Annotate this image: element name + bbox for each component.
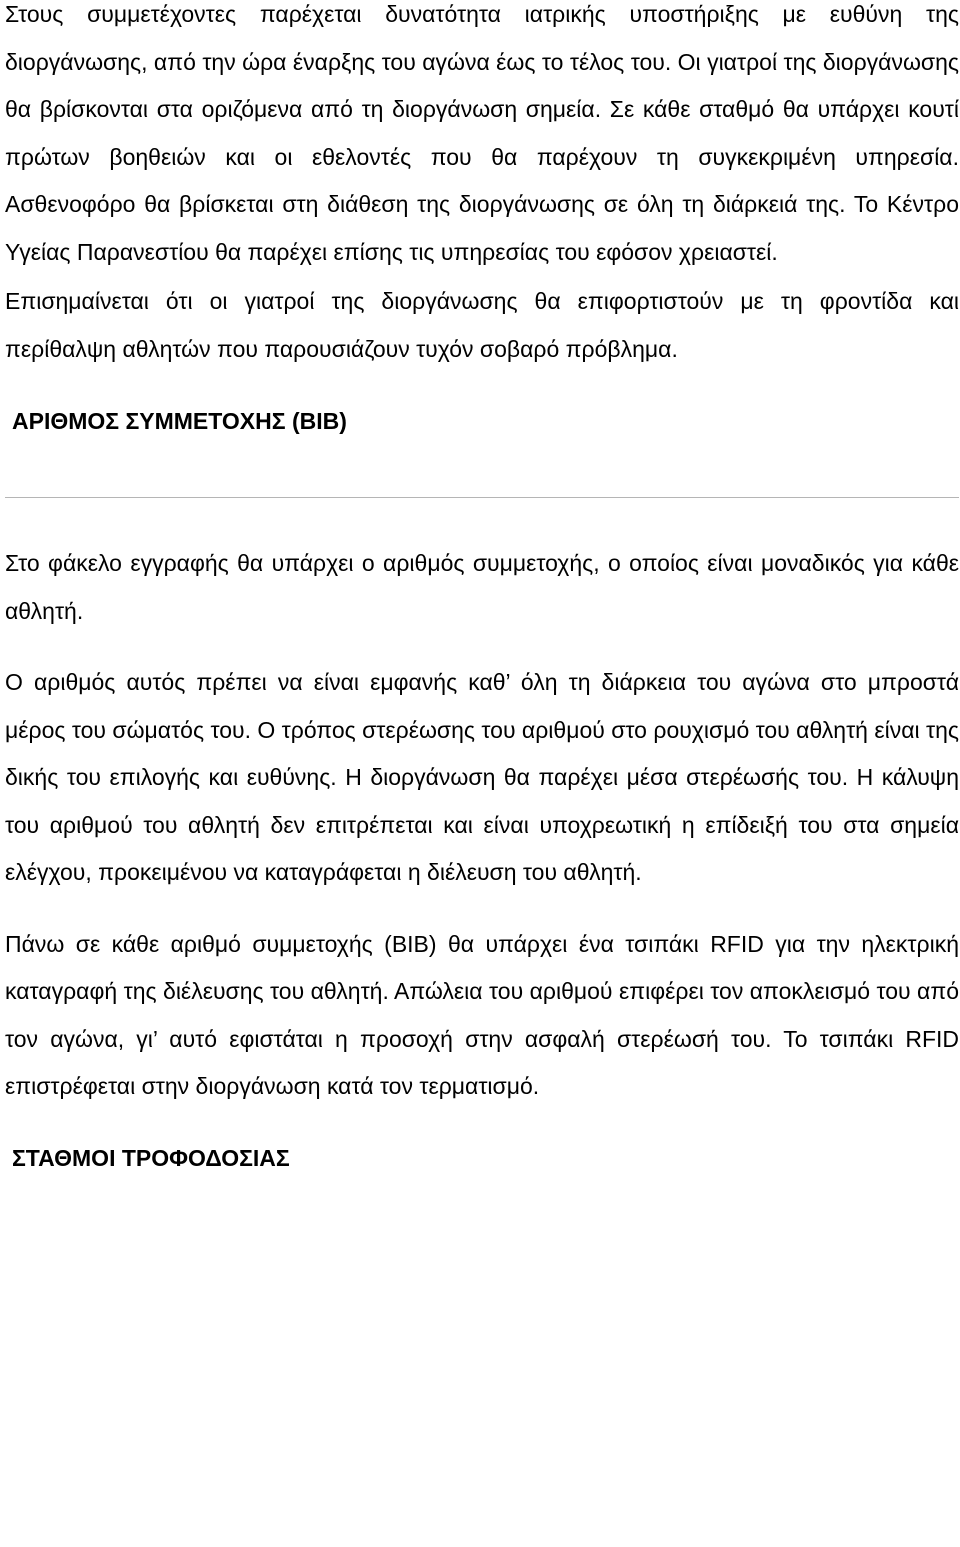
- bib-section-heading: ΑΡΙΘΜΟΣ ΣΥΜΜΕΤΟΧΗΣ (BIB): [12, 408, 347, 434]
- medical-support-paragraph: Στους συμμετέχοντες παρέχεται δυνατότητα ιατρικής υποστήριξης με ευθύνη της διοργάνωσης, από την ώρα έναρξης του αγώνα έως το τέλος του. Οι γιατροί της διοργάνωσης θα βρίσκονται στα οριζόμενα από τη διοργάνωση σημεία. Σε κάθε σταθμό θα υπάρχει κουτί πρώτων βοηθειών και οι εθελοντές που θα παρέχουν τη συγκεκριμένη υπηρεσία. Ασθενοφόρο θα βρίσκεται στη διάθεση της διοργάνωσης σε όλη τη διάρκειά της. Το Κέντρο Υγείας Παρανεστίου θα παρέχει επίσης τις υπηρεσίας του εφόσον χρειαστεί.: [5, 1, 959, 265]
- document-page: [5, 0, 959, 1182]
- section-divider: [5, 497, 959, 498]
- bib-registration-paragraph: Στο φάκελο εγγραφής θα υπάρχει ο αριθμός συμμετοχής, ο οποίος είναι μοναδικός για κάθε αθλητή.: [5, 550, 959, 624]
- doctors-responsibility-paragraph: Επισημαίνεται ότι οι γιατροί της διοργάνωσης θα επιφορτιστούν με τη φροντίδα και περίθαλψη αθλητών που παρουσιάζουν τυχόν σοβαρό πρόβλημα.: [5, 288, 959, 362]
- bib-visibility-paragraph: Ο αριθμός αυτός πρέπει να είναι εμφανής καθ’ όλη τη διάρκεια του αγώνα στο μπροστά μέρος του σώματός του. Ο τρόπος στερέωσης του αριθμού στο ρουχισμό του αθλητή είναι της δικής του επιλογής και ευθύνης. Η διοργάνωση θα παρέχει μέσα στερέωσής του. Η κάλυψη του αριθμού του αθλητή δεν επιτρέπεται και είναι υποχρεωτική η επίδειξή του στα σημεία ελέγχου, προκειμένου να καταγράφεται η διέλευση του αθλητή.: [5, 669, 959, 885]
- bib-rfid-paragraph: Πάνω σε κάθε αριθμό συμμετοχής (BIB) θα υπάρχει ένα τσιπάκι RFID για την ηλεκτρική καταγραφή της διέλευσης του αθλητή. Απώλεια του αριθμού επιφέρει τον αποκλεισμό του από τον αγώνα, γι’ αυτό εφιστάται η προσοχή στην ασφαλή στερέωσή του. Το τσιπάκι RFID επιστρέφεται στην διοργάνωση κατά τον τερματισμό.: [5, 930, 959, 1099]
- feeding-stations-heading: ΣΤΑΘΜΟΙ ΤΡΟΦΟΔΟΣΙΑΣ: [12, 1144, 290, 1171]
